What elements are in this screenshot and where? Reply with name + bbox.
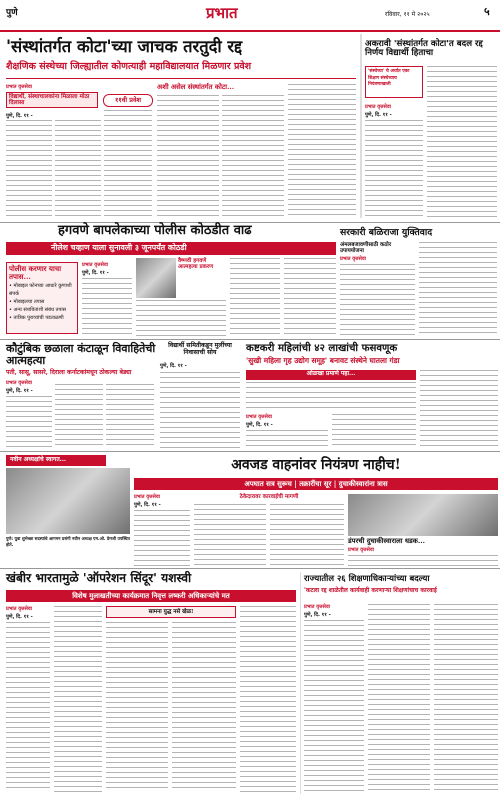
story6-box-label: ओळखा प्रमाणे पहा... [246, 370, 416, 380]
side-dateline: पुणे, दि. ११ - [365, 112, 392, 118]
story2-col-4 [284, 258, 336, 336]
lead-col-4 [157, 95, 219, 217]
story2-headline: हगवणे बापलेकाच्या पोलीस कोठडीत वाढ [58, 223, 252, 238]
story2-col-1 [82, 278, 132, 336]
event-photo [6, 468, 130, 534]
story3-sub: अंमलबजावणीसाठी कठोर उपाययोजना [340, 242, 392, 255]
story6-headline: कष्टकरी महिलांची ४२ लाखांची फसवणूक [246, 342, 398, 354]
story8-headline: डंपरची दुचाकीस्वाराला धडक... [348, 537, 425, 545]
story6-col-2 [332, 414, 416, 448]
story7-col-1 [134, 510, 190, 566]
story9-col-3 [106, 622, 168, 792]
lead-col-6 [288, 84, 356, 217]
story4-col-3 [106, 384, 154, 448]
side-quote [365, 66, 423, 98]
side-headline: अकरावी 'संस्थांतर्गत कोटा'त बदल रद्द निर्णय विद्यार्थी हिताचा [365, 39, 483, 59]
story10-col-1 [304, 620, 364, 792]
divider [0, 568, 500, 569]
story2-bullet: • मोबाइल फोनच्या आधारे कुणाशी संपर्क [9, 283, 72, 298]
story8-col-1 [348, 555, 498, 566]
masthead [0, 0, 500, 32]
story2-col-3 [230, 258, 280, 336]
lead-box [6, 92, 98, 108]
story6-col-3 [420, 370, 498, 448]
lead-inner-title: अशी असेल संस्थांतर्गत कोटा... [157, 83, 235, 91]
story2-bullet-text: मोबाइल फोनच्या आधारे कुणाशी संपर्क [9, 283, 72, 298]
lead-col-1 [6, 120, 52, 218]
story6-byline: प्रभात वृत्तसेवा [246, 414, 272, 420]
lead-col-3 [104, 110, 152, 218]
story9-col-1 [6, 622, 50, 792]
story4-byline: प्रभात वृत्तसेवा [6, 380, 32, 386]
story5-headline: विद्यार्थी समितीकडून मुलींच्या निवासाची सोय [168, 342, 232, 356]
story2-bullet: • तांत्रिक पुराव्यांची पडताळणी [9, 315, 64, 322]
story4-sub: पती, सासू, सासरे, दिराला कर्नाटकांमधून ठोकल्या बेड्या [6, 369, 132, 376]
side-byline: प्रभात वृत्तसेवा [365, 104, 391, 110]
story2-photo-caption: वैष्णवी हगवणे आत्महत्या प्रकरण [178, 258, 214, 271]
story3-col-1 [340, 264, 415, 336]
lead-byline: प्रभात वृत्तसेवा [6, 84, 32, 90]
dumper-photo [348, 494, 498, 536]
story7-col-2 [194, 504, 266, 566]
story2-dateline: पुणे, दि. ११ - [82, 270, 109, 276]
story2-subhead: नीलेश चव्हाण याला सुनावली ३ जूनपर्यंत कोठडी [6, 242, 336, 255]
lead-subhead: शैक्षणिक संस्थेच्या जिल्ह्यातील कोणत्याही महाविद्यालयात मिळणार प्रवेश [6, 61, 252, 72]
story6-sub: 'सुखी महिला गृह उद्योग समूह' बनावट संस्थेने घातला गंडा [246, 356, 400, 365]
story7-col-3 [270, 504, 344, 566]
story9-col-4 [172, 622, 236, 792]
story2-photo [136, 258, 176, 298]
story9-inner-box [106, 606, 236, 618]
story4-dateline: पुणे, दि. ११ - [6, 388, 33, 394]
story9-col-2 [54, 606, 102, 792]
story7-sub: अपघात सत्र सुरूच | तक्रारींचा सूर | दुचाकीस्वारांना त्रास [134, 478, 498, 490]
story10-dateline: पुणे, दि. ११ - [304, 612, 331, 618]
story2-box [6, 262, 78, 334]
lead-col-5 [222, 95, 284, 217]
story2-col-2 [136, 300, 226, 336]
date-line: रविवार, ११ मे २०२५ [385, 11, 430, 18]
story2-bullet-text: मोबाइलचा तपास [13, 299, 45, 306]
story10-col-3 [434, 604, 498, 792]
story10-col-2 [368, 604, 430, 792]
column-rule [360, 34, 362, 218]
story2-bullet: • मोबाइलचा तपास [9, 299, 45, 306]
lead-badge-text: ११वी प्रवेश [114, 96, 142, 104]
story4-col-2 [55, 384, 103, 448]
event-caption: पुणे: युवा शुभेच्छा सदस्यांचे आगमन प्रसंगी नवीन अध्यक्ष एम.ओ. प्रेमजी उपस्थित होते. [6, 536, 130, 547]
column-rule [300, 572, 301, 794]
story9-headline: खंबीर भारतामुळे 'ऑपरेशन सिंदूर' यशस्वी [6, 571, 192, 585]
story2-bullet-text: तांत्रिक पुराव्यांची पडताळणी [13, 315, 64, 322]
story2-box-title: पोलीस करणार याचा तपास... [9, 264, 62, 281]
story9-col-5 [240, 606, 296, 792]
story7-byline: प्रभात वृत्तसेवा [134, 494, 160, 500]
story6-box-body [246, 382, 416, 410]
story3-byline: प्रभात वृत्तसेवा [340, 256, 366, 262]
side-quote-text: 'संस्थेच्या' चे अर्थात एका शिक्षण संस्थेच्याच नियंत्रणाखाली [368, 69, 410, 87]
story7-headline: अवजड वाहनांवर नियंत्रण नाहीच! [231, 457, 401, 473]
story4-col-1 [6, 396, 52, 448]
story3-headline: सरकारी बळिराजा युक्तिवाद [340, 227, 433, 238]
divider [0, 451, 500, 452]
story9-dateline: पुणे, दि. ११ - [6, 614, 33, 620]
divider [0, 339, 500, 340]
story5-dateline: पुणे, दि. ११ - [160, 363, 187, 369]
story10-sub: 'कटला रद्द शाळेतील कार्यवाही करणाऱ्या शिक्षणांचाच कारवाई [304, 587, 437, 594]
page-number: ५ [484, 5, 490, 18]
side-col-1 [365, 120, 423, 218]
lead-col-2 [55, 120, 101, 218]
story2-byline: प्रभात वृत्तसेवा [82, 262, 108, 268]
ribbon-label: नवीन अध्यक्षांचे स्वागत... [6, 455, 106, 466]
story4-headline: कौटुंबिक छळाला कंटाळून विवाहितेची आत्महत्या [6, 342, 156, 368]
story7-inner: ठेकेदारावर कारवाईची मागणी [239, 494, 299, 500]
story10-headline: राज्यातील २६ शिक्षणाधिकाऱ्यांच्या बदल्या [304, 573, 430, 583]
story9-sub: विशेष मुलाखतीच्या कार्यक्रमात निवृत्त लष्करी अधिकाऱ्यांचे मत [6, 590, 296, 602]
story2-bullet: • अन्य संशयितांशी संबंध तपास [9, 307, 67, 314]
lead-box-title: विद्यार्थी, संस्थाचालकांना मिळाला मोठा दिलासा [9, 94, 90, 107]
story6-col-1 [246, 430, 328, 448]
lead-badge [103, 94, 153, 107]
story5-col-1 [160, 372, 240, 448]
lead-dateline: पुणे, दि. ११ - [6, 113, 33, 119]
story8-byline: प्रभात वृत्तसेवा [348, 547, 374, 553]
side-col-2 [427, 66, 497, 218]
story9-byline: प्रभात वृत्तसेवा [6, 606, 32, 612]
story7-dateline: पुणे, दि. ११ - [134, 502, 161, 508]
city-label: पुणे [6, 8, 18, 18]
story10-byline: प्रभात वृत्तसेवा [304, 604, 330, 610]
story2-bullet-text: अन्य संशयितांशी संबंध तपास [13, 307, 67, 314]
divider [6, 78, 356, 79]
story6-dateline: पुणे, दि. ११ - [246, 422, 273, 428]
lead-headline: 'संस्थांतर्गत कोटा'च्या जाचक तरतुदी रद्द [6, 37, 243, 56]
story3-col-2 [419, 242, 497, 336]
story9-inner-title: सामना युद्ध नसे खेळ! [148, 609, 194, 615]
brand-logo: प्रभात [206, 4, 238, 22]
